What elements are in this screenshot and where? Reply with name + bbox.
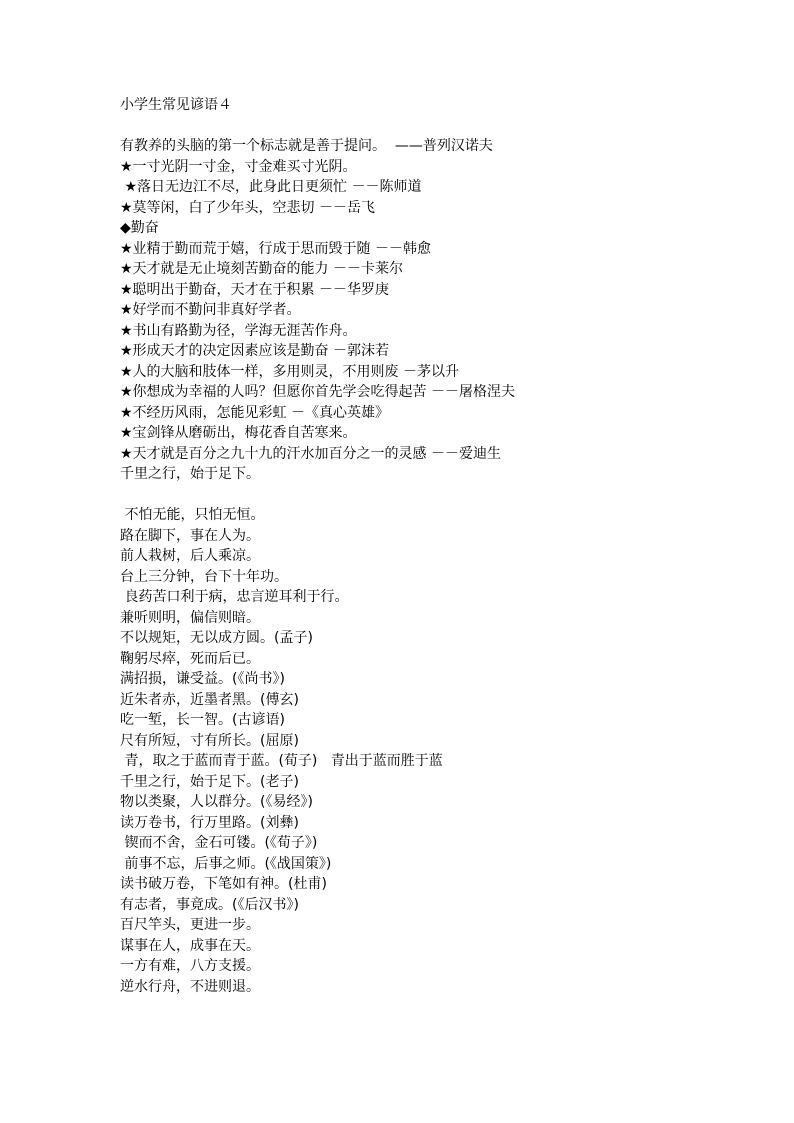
proverb-line: ★形成天才的决定因素应该是勤奋 －郭沫若 — [120, 343, 389, 359]
proverb-line: ★书山有路勤为径，学海无涯苦作舟。 — [120, 322, 357, 339]
proverb-line: ★天才就是无止境刻苦勤奋的能力 －－卡莱尔 — [120, 261, 403, 277]
proverb-line: 吃一堑，长一智。(古谚语) — [120, 712, 285, 728]
proverb-section-2 — [120, 505, 760, 997]
proverb-line: 千里之行，始于足下。(老子) — [120, 773, 299, 790]
proverb-line: 一方有难，八方支援。 — [120, 958, 260, 974]
proverb-line: ★宝剑锋从磨砺出，梅花香自苦寒来。 — [120, 425, 357, 441]
proverb-line: 读书破万卷，下笔如有神。(杜甫) — [120, 876, 327, 892]
proverb-line: 不怕无能，只怕无恒。 — [120, 507, 265, 523]
proverb-line: 有志者，事竟成。(《后汉书》) — [120, 896, 299, 913]
proverb-line: 前事不忘，后事之师。(《战国策》) — [120, 855, 332, 872]
section-heading-diligence: ◆勤奋 — [120, 220, 159, 236]
proverb-line: ★你想成为幸福的人吗？但愿你首先学会吃得起苦 －－屠格涅夫 — [120, 384, 515, 400]
proverb-line: 兼听则明，偏信则暗。 — [120, 609, 260, 626]
proverb-line: 鞠躬尽瘁，死而后已。 — [120, 650, 260, 667]
proverb-line: ★业精于勤而荒于嬉，行成于思而毁于随 －－韩愈 — [120, 240, 431, 257]
proverb-line: 台上三分钟，台下十年功。 — [120, 568, 288, 585]
proverb-line: 千里之行，始于足下。 — [120, 466, 260, 482]
proverb-line: 青，取之于蓝而青于蓝。(荀子) 青出于蓝而胜于蓝 — [120, 753, 443, 769]
proverb-line: 读万卷书，行万里路。(刘彝) — [120, 814, 299, 831]
proverb-line: ★莫等闲，白了少年头，空悲切 －－岳飞 — [120, 199, 375, 216]
proverb-line: 近朱者赤，近墨者黑。(傅玄) — [120, 691, 299, 708]
proverb-line: 谋事在人，成事在天。 — [120, 937, 260, 954]
proverb-line: 尺有所短，寸有所长。(屈原) — [120, 732, 299, 749]
document-title: 小学生常见谚语４ — [120, 97, 232, 113]
proverb-line: 有教养的头脑的第一个标志就是善于提问。 ——普列汉诺夫 — [120, 138, 493, 154]
proverb-line: ★好学而不勤问非真好学者。 — [120, 302, 301, 318]
proverb-line: 逆水行舟，不进则退。 — [120, 978, 260, 995]
proverb-section-1 — [120, 136, 760, 485]
proverb-line: ★落日无边江不尽，此身此日更须忙 －－陈师道 — [120, 179, 422, 195]
proverb-line: ★一寸光阴一寸金，寸金难买寸光阴。 — [120, 158, 357, 175]
proverb-line: 不以规矩，无以成方圆。(孟子) — [120, 630, 313, 646]
spacer — [120, 485, 760, 506]
proverb-line: 路在脚下，事在人为。 — [120, 527, 260, 544]
proverb-line: 良药苦口利于病，忠言逆耳利于行。 — [120, 589, 349, 605]
spacer — [120, 116, 760, 137]
proverb-line: ★不经历风雨，怎能见彩虹 －《真心英雄》 — [120, 404, 389, 421]
proverb-line: ★人的大脑和肢体一样，多用则灵，不用则废 －茅以升 — [120, 363, 459, 380]
document-page — [120, 95, 760, 997]
proverb-line: 满招损，谦受益。(《尚书》) — [120, 671, 285, 687]
proverb-line: ★聪明出于勤奋，天才在于积累 －－华罗庚 — [120, 281, 389, 298]
proverb-line: 前人栽树，后人乘凉。 — [120, 548, 260, 564]
proverb-line: 锲而不舍，金石可镂。(《荀子》) — [120, 835, 318, 851]
proverb-line: 百尺竿头，更进一步。 — [120, 917, 260, 933]
proverb-line: ★天才就是百分之九十九的汗水加百分之一的灵感 －－爱迪生 — [120, 445, 501, 462]
proverb-line: 物以类聚，人以群分。(《易经》) — [120, 794, 313, 810]
